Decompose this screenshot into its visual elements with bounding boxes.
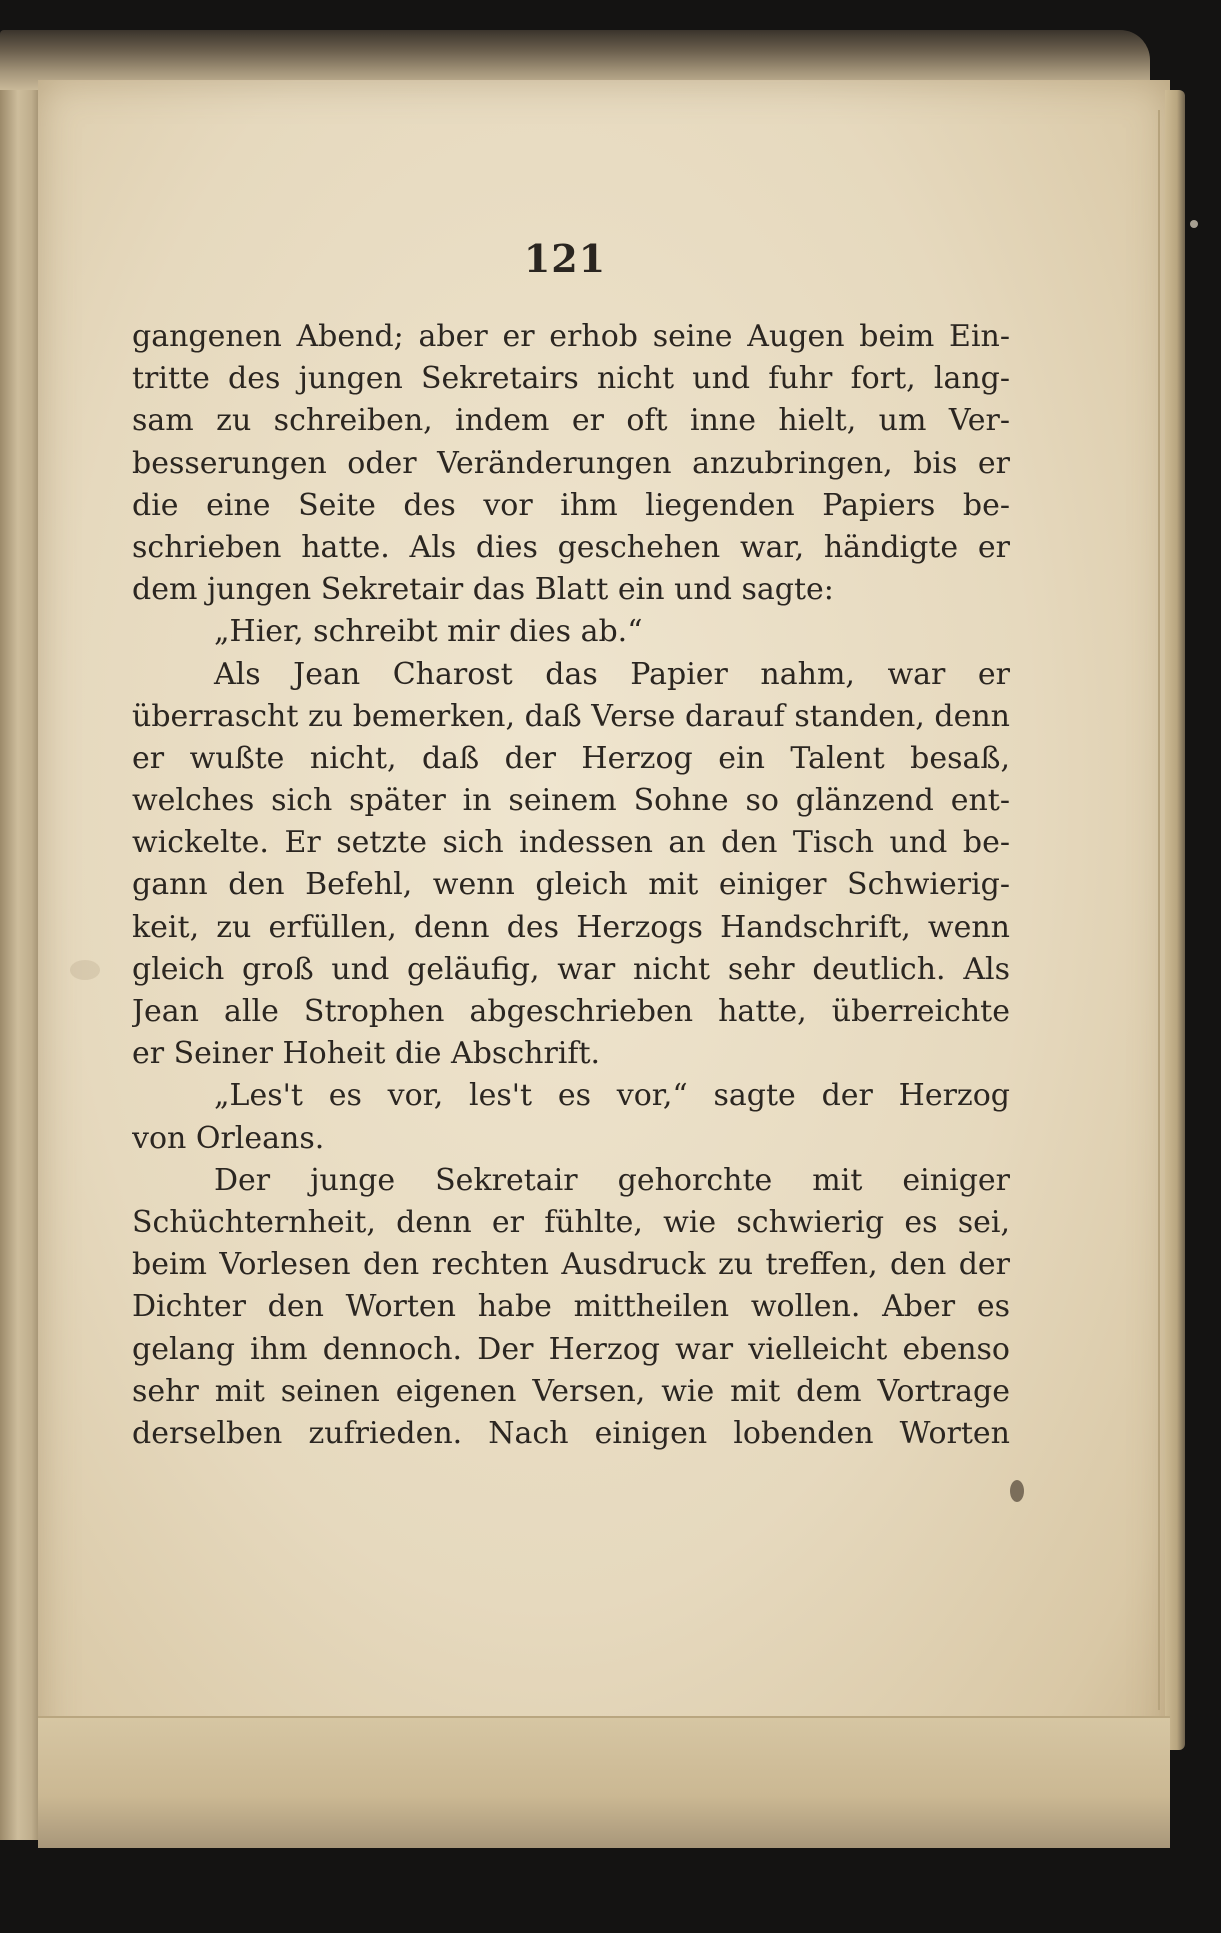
right-page-edge — [1165, 90, 1185, 1750]
text-line: Als Jean Charost das Papier nahm, war er — [214, 656, 1010, 692]
page-number: 121 — [523, 236, 607, 281]
text-line: Schüchternheit, denn er fühlte, wie schwierig es sei, — [132, 1204, 1010, 1240]
text-line: beim Vorlesen den rechten Ausdruck zu treffen, den der — [132, 1247, 1010, 1283]
text-line: die eine Seite des vor ihm liegenden Papiers be- — [132, 487, 1010, 523]
text-line: er Seiner Hoheit die Abschrift. — [132, 1036, 601, 1072]
text-line: gleich groß und geläufig, war nicht sehr deutlich. Als — [132, 951, 1010, 987]
bottom-page-edge — [38, 1716, 1170, 1848]
page-fold-line — [1158, 110, 1160, 1710]
text-line: „Les't es vor, les't es vor,“ sagte der Herzog — [214, 1078, 1010, 1114]
text-line: von Orleans. — [132, 1120, 325, 1156]
text-line: welches sich später in seinem Sohne so glänzend ent- — [132, 783, 1010, 819]
text-line: besserungen oder Veränderungen anzubringen, bis er — [132, 445, 1010, 481]
text-line: schrieben hatte. Als dies geschehen war, händigte er — [132, 529, 1010, 565]
body-text — [132, 316, 1010, 1455]
text-line: derselben zufrieden. Nach einigen lobenden Worten — [132, 1415, 1010, 1451]
text-line: Dichter den Worten habe mittheilen wollen. Aber es — [132, 1289, 1010, 1325]
paper-stain — [1190, 220, 1198, 228]
text-line: überrascht zu bemerken, daß Verse darauf standen, denn — [132, 698, 1010, 734]
text-line: tritte des jungen Sekretairs nicht und fuhr fort, lang- — [132, 361, 1010, 397]
text-line: gangenen Abend; aber er erhob seine Augen beim Ein- — [132, 319, 1010, 354]
text-line: wickelte. Er setzte sich indessen an den Tisch und be- — [132, 825, 1010, 861]
text-line: „Hier, schreibt mir dies ab.“ — [214, 614, 643, 650]
text-line: Der junge Sekretair gehorchte mit einiger — [214, 1162, 1010, 1198]
text-line: gann den Befehl, wenn gleich mit einiger Schwierig- — [132, 867, 1010, 903]
text-line: keit, zu erfüllen, denn des Herzogs Handschrift, wenn — [132, 909, 1010, 945]
text-line: er wußte nicht, daß der Herzog ein Talent besaß, — [132, 740, 1010, 776]
text-line: sehr mit seinen eigenen Versen, wie mit dem Vortrage — [132, 1373, 1010, 1409]
text-line: sam zu schreiben, indem er oft inne hielt, um Ver- — [132, 403, 1010, 439]
paper-stain — [1010, 1480, 1024, 1502]
text-line: dem jungen Sekretair das Blatt ein und sagte: — [132, 572, 834, 608]
text-line: gelang ihm dennoch. Der Herzog war vielleicht ebenso — [132, 1331, 1010, 1367]
text-line: Jean alle Strophen abgeschrieben hatte, überreichte — [132, 994, 1010, 1029]
paper-stain — [70, 960, 100, 980]
